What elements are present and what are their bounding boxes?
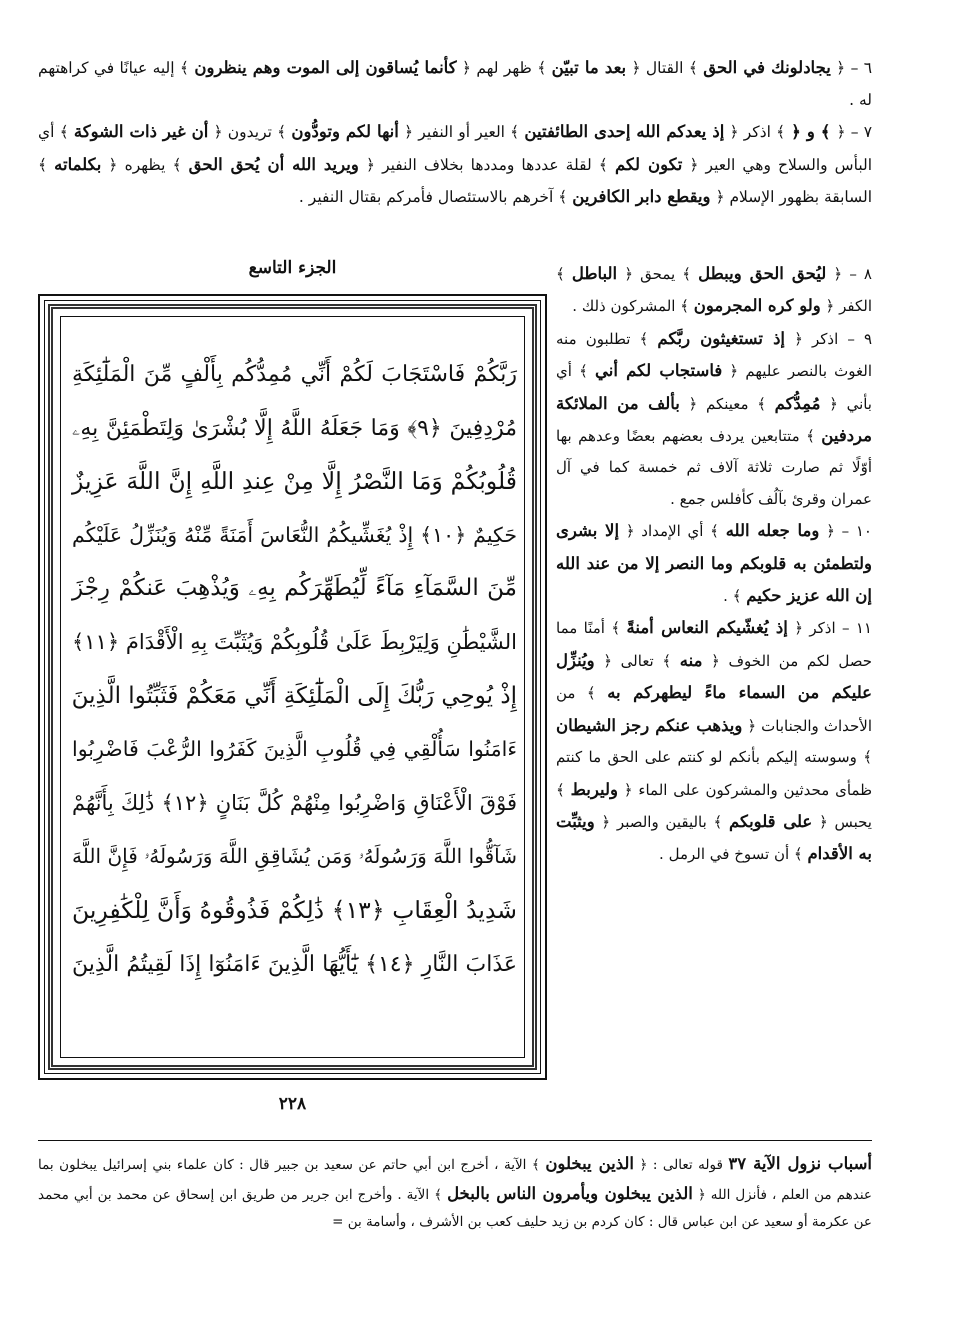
gloss-text: ﴾ ظهر لهم ﴿ bbox=[456, 59, 552, 77]
commentary-verse-9 bbox=[556, 323, 872, 515]
top-commentary bbox=[38, 52, 872, 214]
gloss-text: ﴾ باليقين والصبر ﴿ bbox=[594, 812, 729, 831]
gloss-text: ﴾ الآية ، أخرج ابن أبي حاتم عن سعيد بن جبير قال : كان علماء بني إسرائيل يبخلون بما عندهم من العلم ، فأنزل الله ﴿ bbox=[38, 1157, 872, 1203]
bold-phrase: مُمِدُّكم bbox=[774, 393, 821, 413]
gloss-text: ١١ – اذكر ﴿ bbox=[787, 619, 872, 638]
gloss-text: ﴾ تطلبون منه الغوث بالنصر عليهم ﴿ bbox=[556, 329, 872, 381]
bold-phrase: ويريد الله أن يُحق الحق bbox=[188, 154, 359, 174]
bold-phrase: منه bbox=[679, 650, 703, 670]
gloss-text: ٩ – اذكر ﴿ bbox=[785, 329, 872, 348]
gloss-text: ﴾ أمنًا مما حصل لكم من الخوف ﴿ bbox=[556, 619, 872, 670]
quran-line: مِّنَ السَّمَآءِ مَآءً لِّيُطَهِّرَكُم بِهِۦ وَيُذْهِبَ عَنكُمْ رِجْزَ bbox=[72, 575, 517, 602]
gloss-text: ﴾ المشركون ذلك . bbox=[572, 297, 694, 316]
quran-line: عَذَابَ النَّارِ ﴿١٤﴾ يَٰٓأَيُّهَا الَّذِينَ ءَامَنُوٓا إِذَا لَقِيتُمُ الَّذِينَ bbox=[72, 951, 518, 977]
gloss-text: ﴾ متتابعين يردف بعضهم بعضًا وعدهم بها أوّلًا ثم صارت ثلاثة آلاف ثم خمسة كما في آل عمران وقرئ بآلُف كأفلس جمع . bbox=[556, 427, 872, 508]
bold-phrase: ولو كره المجرمون bbox=[693, 296, 821, 316]
quran-line: ءَامَنُوا سَأُلْقِي فِي قُلُوبِ الَّذِينَ كَفَرُوا الرُّعْبَ فَاضْرِبُوا bbox=[72, 737, 517, 762]
gloss-text: ﴾ أي بأني ﴿ bbox=[556, 362, 872, 413]
quran-line: الشَّيْطَٰنِ وَلِيَرْبِطَ عَلَىٰ قُلُوبِكُمْ وَيُثَبِّتَ بِهِ الْأَقْدَامَ ﴿١١﴾ bbox=[71, 629, 517, 654]
juz-title: الجزء التاسع bbox=[248, 258, 337, 278]
quran-line: رَبَّكُمْ فَاسْتَجَابَ لَكُمْ أَنِّي مُمِدُّكُم بِأَلْفٍ مِّنَ الْمَلَٰٓئِكَةِ bbox=[72, 362, 517, 387]
gloss-text: ﴾ أن تسوخ في الرمل . bbox=[659, 845, 808, 864]
bold-phrase: كأنما يُساقون إلى الموت وهم ينظرون bbox=[194, 58, 457, 77]
bold-phrase: فاستجاب لكم أني bbox=[595, 361, 723, 381]
gloss-text: ٨ – ﴿ bbox=[826, 265, 872, 283]
footnote-heading: أسباب نزول الآية ٣٧ bbox=[728, 1154, 872, 1173]
gloss-text: ﴾ العير أو النفير ﴿ bbox=[398, 123, 525, 141]
gloss-text: ﴾ . bbox=[723, 587, 747, 606]
gloss-text: ﴾ يمحق ﴿ bbox=[617, 265, 699, 283]
bold-phrase: وليربط bbox=[570, 779, 618, 799]
gloss-text: ﴾ الآية . وأخرج ابن جرير من طريق ابن إسحاق عن محمد بن أبي محمد عن عكرمة أو سعيد عن ابن عباس قال : كان كردم بن زيد حليف كعب بن الأشرف ، وأسامة بن = bbox=[38, 1186, 872, 1230]
gloss-text: ﴾ وسوسته إليكم بأنكم لو كنتم على الحق ما كنتم ظمأى محدثين والمشركون على الماء ﴿ bbox=[556, 748, 873, 799]
commentary-verse-7 bbox=[38, 116, 872, 214]
bold-phrase: أنها لكم وتودُّون bbox=[291, 122, 399, 141]
quran-line: شَآقُّوا اللَّهَ وَرَسُولَهُۥ وَمَن يُشَاقِقِ اللَّهَ وَرَسُولَهُۥ فَإِنَّ اللَّهَ bbox=[72, 844, 517, 869]
bold-phrase: إذ تستغيثون ربَّكم bbox=[657, 328, 785, 348]
commentary-verse-8 bbox=[556, 258, 872, 323]
gloss-text: ﴾ الكفر ﴿ bbox=[556, 265, 872, 316]
bold-phrase: وما جعله الله bbox=[725, 521, 820, 541]
page-number: ٢٢٨ bbox=[278, 1094, 307, 1114]
bold-phrase: على قلوبكم bbox=[728, 811, 813, 831]
footnote-divider bbox=[38, 1140, 872, 1141]
gloss-text: ١٠ – ﴿ bbox=[819, 522, 872, 541]
gloss-text: ﴾ يحبس ﴿ bbox=[556, 780, 872, 831]
gloss-text: ﴾ آخرهم بالاستئصال فأمركم بقتال النفير . bbox=[298, 188, 573, 206]
bold-phrase: الذين يبخلون ويأمرون الناس بالبخل bbox=[447, 1183, 693, 1203]
commentary-verse-10 bbox=[556, 515, 872, 612]
quran-line: حَكِيمٌ ﴿١٠﴾ إِذْ يُغَشِّيكُمُ النُّعَاسَ أَمَنَةً مِّنْهُ وَيُنَزِّلُ عَلَيْكُم bbox=[72, 522, 517, 547]
bold-phrase: الذين يبخلون bbox=[545, 1154, 634, 1173]
bold-phrase: ويذهب عنكم رجز الشيطان bbox=[556, 715, 743, 735]
bold-phrase: ويثبِّت به الأقدام bbox=[556, 811, 872, 864]
verse-6-lead: ٦ – ﴿ bbox=[836, 59, 873, 77]
gloss-text: ﴾ تريدون ﴿ bbox=[208, 123, 292, 141]
footnote bbox=[38, 1150, 872, 1237]
bold-phrase: ويقطع دابر الكافرين bbox=[572, 187, 711, 206]
gloss-text: ﴾ أي البأس والسلاح وهي العير ﴿ bbox=[38, 123, 873, 174]
quran-line: قُلُوبُكُمْ وَمَا النَّصْرُ إِلَّا مِنْ عِندِ اللَّهِ إِنَّ اللَّهَ عَزِيزٌ bbox=[72, 467, 517, 496]
bold-phrase: إذ يُغشّيكم النعاس أمنةً bbox=[626, 618, 788, 638]
quran-line: مُرْدِفِينَ ﴿٩﴾ وَمَا جَعَلَهُ اللَّهُ إِلَّا بُشْرَىٰ وَلِتَطْمَئِنَّ بِهِۦ bbox=[72, 415, 517, 441]
gloss-text: ﴾ معينكم ﴿ bbox=[679, 394, 775, 413]
gloss-text: ﴾ إليه عيانًا في كراهتهم له . bbox=[38, 59, 872, 109]
bold-phrase: ليُحق الحق ويبطل bbox=[698, 264, 827, 283]
gloss-text: ﴾ تعالى ﴿ bbox=[594, 651, 680, 670]
bold-phrase: بكلماته bbox=[54, 154, 102, 174]
gloss-text: ﴾ أي الإمداد ﴿ bbox=[619, 522, 726, 541]
verse-7-lead: ٧ – ﴿ bbox=[836, 123, 873, 141]
side-commentary bbox=[556, 258, 872, 871]
quran-line: شَدِيدُ الْعِقَابِ ﴿١٣﴾ ذَٰلِكُمْ فَذُوقُوهُ وَأَنَّ لِلْكَٰفِرِينَ bbox=[72, 895, 517, 924]
bold-phrase: يجادلونك في الحق bbox=[703, 58, 831, 77]
gloss-text: ﴾ من الأحداث والجنابات ﴿ bbox=[556, 684, 872, 735]
gloss-text: ﴾ لقلة عددها ومددها بخلاف النفير ﴿ bbox=[358, 155, 615, 174]
quran-text bbox=[72, 348, 517, 991]
bold-phrase: تكون لكم bbox=[614, 154, 683, 174]
gloss-text: ﴾ السابقة بظهور الإسلام ﴿ bbox=[38, 155, 872, 206]
commentary-verse-11 bbox=[556, 612, 872, 870]
bold-phrase: بعد ما تبيّن bbox=[551, 58, 627, 77]
bold-phrase: بألف من الملائكة مردفين bbox=[556, 393, 872, 446]
quran-text-frame bbox=[38, 294, 547, 1080]
gloss-text: قوله تعالى : ﴿ bbox=[634, 1157, 729, 1173]
quran-line: فَوْقَ الْأَعْنَاقِ وَاضْرِبُوا مِنْهُمْ كُلَّ بَنَانٍ ﴿١٢﴾ ذَٰلِكَ بِأَنَّهُمْ bbox=[72, 790, 517, 815]
bold-phrase: إذ يعدكم الله إحدى الطائفتين bbox=[524, 122, 725, 141]
bold-phrase: ويُنزِّل عليكم من السماء ماءً ليطهركم به bbox=[556, 650, 872, 703]
bold-phrase: أن غير ذات الشوكة bbox=[73, 122, 209, 141]
commentary-verse-6 bbox=[38, 52, 872, 116]
bold-phrase: إلا بشرى ولتطمئن به قلوبكم وما النصر إلا من عند الله إن الله عزيز حكيم bbox=[556, 521, 872, 606]
gloss-text: ﴾ القتال ﴿ bbox=[626, 59, 704, 77]
gloss-text: ﴾ اذكر ﴿ bbox=[724, 123, 786, 141]
gloss-text: ﴾ يظهره ﴿ bbox=[101, 155, 189, 174]
bold-phrase: الباطل bbox=[571, 264, 618, 283]
bold-phrase: ﴾ و ﴿ bbox=[785, 122, 837, 141]
quran-line: إِذْ يُوحِي رَبُّكَ إِلَى الْمَلَٰٓئِكَةِ أَنِّي مَعَكُمْ فَثَبِّتُوا الَّذِينَ bbox=[71, 682, 517, 709]
